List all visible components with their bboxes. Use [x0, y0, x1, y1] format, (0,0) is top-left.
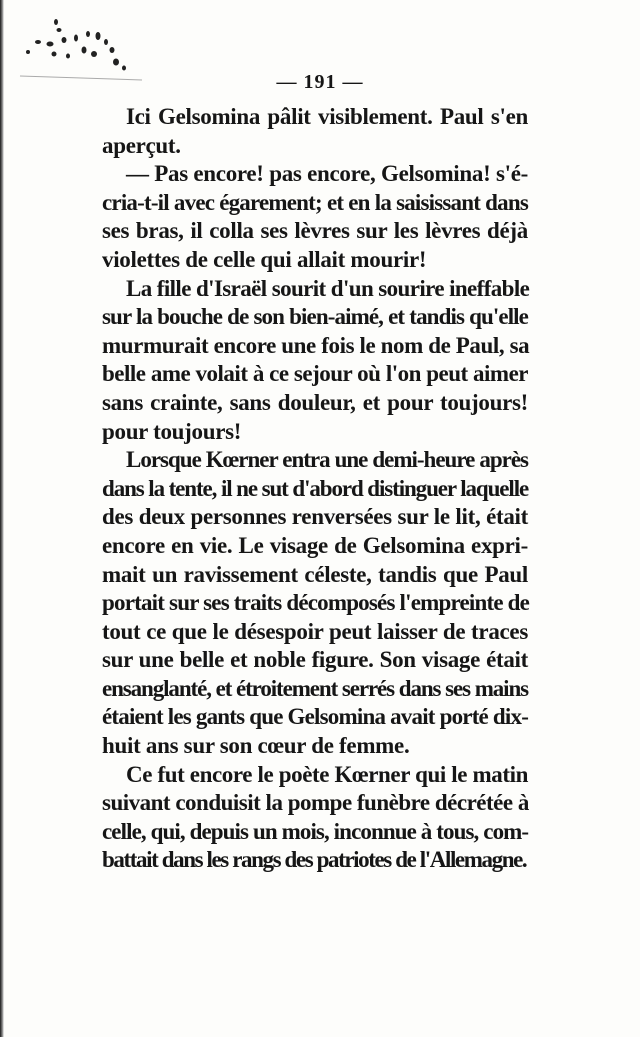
page-spine-shadow: [0, 0, 4, 1037]
text-line: murmurait encore une fois le nom de Paul, sa: [102, 332, 530, 358]
text-line: Lorsque Kœrner entra une demi-heure après: [126, 447, 528, 473]
text-line: sur une belle et noble figure. Son visage était: [102, 647, 528, 673]
text-line: — Pas encore! pas encore, Gelsomina! s'é-: [126, 161, 528, 187]
text-line: La fille d'Israël sourit d'un sourire ineffable: [126, 275, 530, 301]
text-line: dans la tente, il ne sut d'abord distinguer laquelle: [102, 475, 529, 501]
text-line: portait sur ses traits décomposés l'empreinte de: [102, 590, 530, 616]
paragraph: [78, 160, 528, 274]
text-line: suivant conduisit la pompe funèbre décrétée à: [102, 790, 529, 816]
text-line: ensanglanté, et étroitement serrés dans ses mains: [102, 675, 528, 701]
paragraph: [78, 103, 528, 160]
paragraph: [78, 275, 528, 447]
text-line: étaient les gants que Gelsomina avait porté dix-: [102, 704, 529, 730]
text-line: huit ans sur son cœur de femme.: [102, 733, 410, 759]
text-line: cria-t-il avec égarement; et en la saisissant dans: [102, 189, 528, 215]
text-line: ses bras, il colla ses lèvres sur les lèvres déjà: [102, 218, 528, 244]
text-line: tout ce que le désespoir peut laisser de traces: [102, 618, 528, 644]
text-line: battait dans les rangs des patriotes de l'Allemagne.: [102, 847, 527, 873]
text-line: aperçut.: [102, 132, 181, 158]
text-line: encore en vie. Le visage de Gelsomina expri-: [102, 532, 528, 558]
paragraph: [78, 761, 528, 875]
text-line: sans crainte, sans douleur, et pour toujours!: [102, 389, 528, 415]
page-number: — 191 —: [276, 71, 364, 93]
text-line: violettes de celle qui allait mourir!: [102, 246, 427, 272]
body-text: [78, 103, 528, 875]
text-line: celle, qui, depuis un mois, inconnue à tous, com-: [102, 818, 529, 844]
text-line: belle ame volait à ce sejour où l'on peut aimer: [102, 361, 528, 387]
text-line: Ici Gelsomina pâlit visiblement. Paul s'en: [126, 104, 528, 129]
text-line: Ce fut encore le poète Kœrner qui le matin: [126, 761, 528, 787]
text-line: des deux personnes renversées sur le lit, était: [102, 504, 528, 530]
text-line: mait un ravissement céleste, tandis que Paul: [102, 561, 528, 587]
text-line: pour toujours!: [102, 418, 242, 444]
paragraph: [78, 446, 528, 761]
text-line: sur la bouche de son bien-aimé, et tandis qu'elle: [102, 304, 528, 330]
